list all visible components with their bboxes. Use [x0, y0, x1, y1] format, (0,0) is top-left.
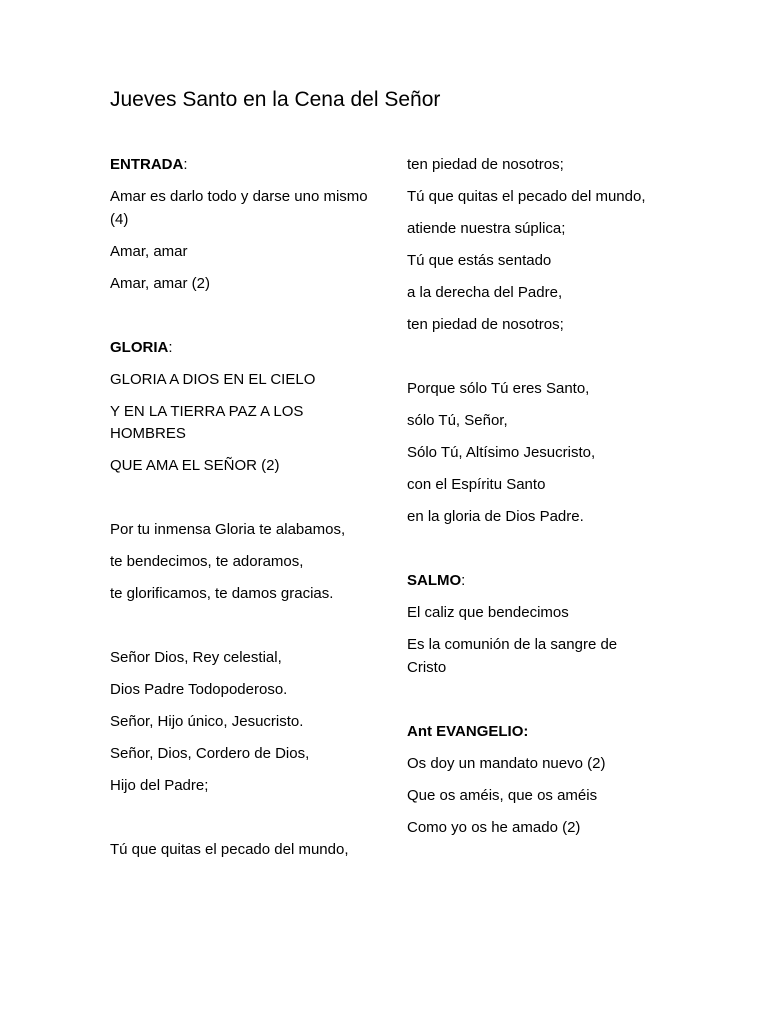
entrada-line: Amar, amar: [110, 242, 188, 260]
gloria-line: Y EN LA TIERRA PAZ A LOS HOMBRES: [110, 402, 304, 442]
evangelio-line: Como yo os he amado (2): [407, 818, 581, 836]
gloria-line: ten piedad de nosotros;: [407, 316, 564, 333]
entrada-line: Amar es darlo todo y darse uno mismo (4): [110, 188, 368, 228]
gloria-line: Señor, Dios, Cordero de Dios,: [110, 745, 310, 762]
evangelio-line: Que os améis, que os améis: [407, 786, 598, 804]
gloria-line: Hijo del Padre;: [110, 777, 209, 794]
entrada-line: Amar, amar (2): [110, 274, 211, 292]
gloria-line: a la derecha del Padre,: [407, 284, 563, 301]
gloria-line: GLORIA A DIOS EN EL CIELO: [110, 370, 316, 388]
gloria-line: Sólo Tú, Altísimo Jesucristo,: [407, 444, 596, 461]
evangelio-line: Os doy un mandato nuevo (2): [407, 754, 606, 772]
page-title: Jueves Santo en la Cena del Señor: [110, 88, 441, 111]
gloria-line: Tú que estás sentado: [407, 252, 552, 269]
gloria-line: sólo Tú, Señor,: [407, 412, 508, 429]
gloria-line: atiende nuestra súplica;: [407, 220, 566, 237]
salmo-line: El caliz que bendecimos: [407, 604, 569, 621]
gloria-line: ten piedad de nosotros;: [407, 156, 564, 173]
gloria-line: en la gloria de Dios Padre.: [407, 508, 584, 525]
entrada-heading: ENTRADA:: [110, 156, 188, 173]
gloria-line: Tú que quitas el pecado del mundo,: [110, 841, 349, 858]
gloria-line: con el Espíritu Santo: [407, 476, 546, 493]
gloria-line: QUE AMA EL SEÑOR (2): [110, 457, 280, 474]
gloria-line: Dios Padre Todopoderoso.: [110, 681, 288, 698]
gloria-line: Tú que quitas el pecado del mundo,: [407, 188, 646, 205]
right-column: [407, 154, 647, 849]
salmo-line: Es la comunión de la sangre de Cristo: [407, 636, 618, 676]
gloria-line: te bendecimos, te adoramos,: [110, 553, 304, 570]
evangelio-heading: Ant EVANGELIO:: [407, 722, 529, 740]
gloria-line: Por tu inmensa Gloria te alabamos,: [110, 521, 346, 538]
gloria-heading: GLORIA:: [110, 338, 173, 356]
left-column: [110, 154, 372, 871]
gloria-line: Porque sólo Tú eres Santo,: [407, 380, 590, 397]
gloria-line: Señor Dios, Rey celestial,: [110, 649, 282, 666]
gloria-line: te glorificamos, te damos gracias.: [110, 585, 334, 602]
salmo-heading: SALMO:: [407, 572, 466, 589]
gloria-line: Señor, Hijo único, Jesucristo.: [110, 713, 304, 730]
